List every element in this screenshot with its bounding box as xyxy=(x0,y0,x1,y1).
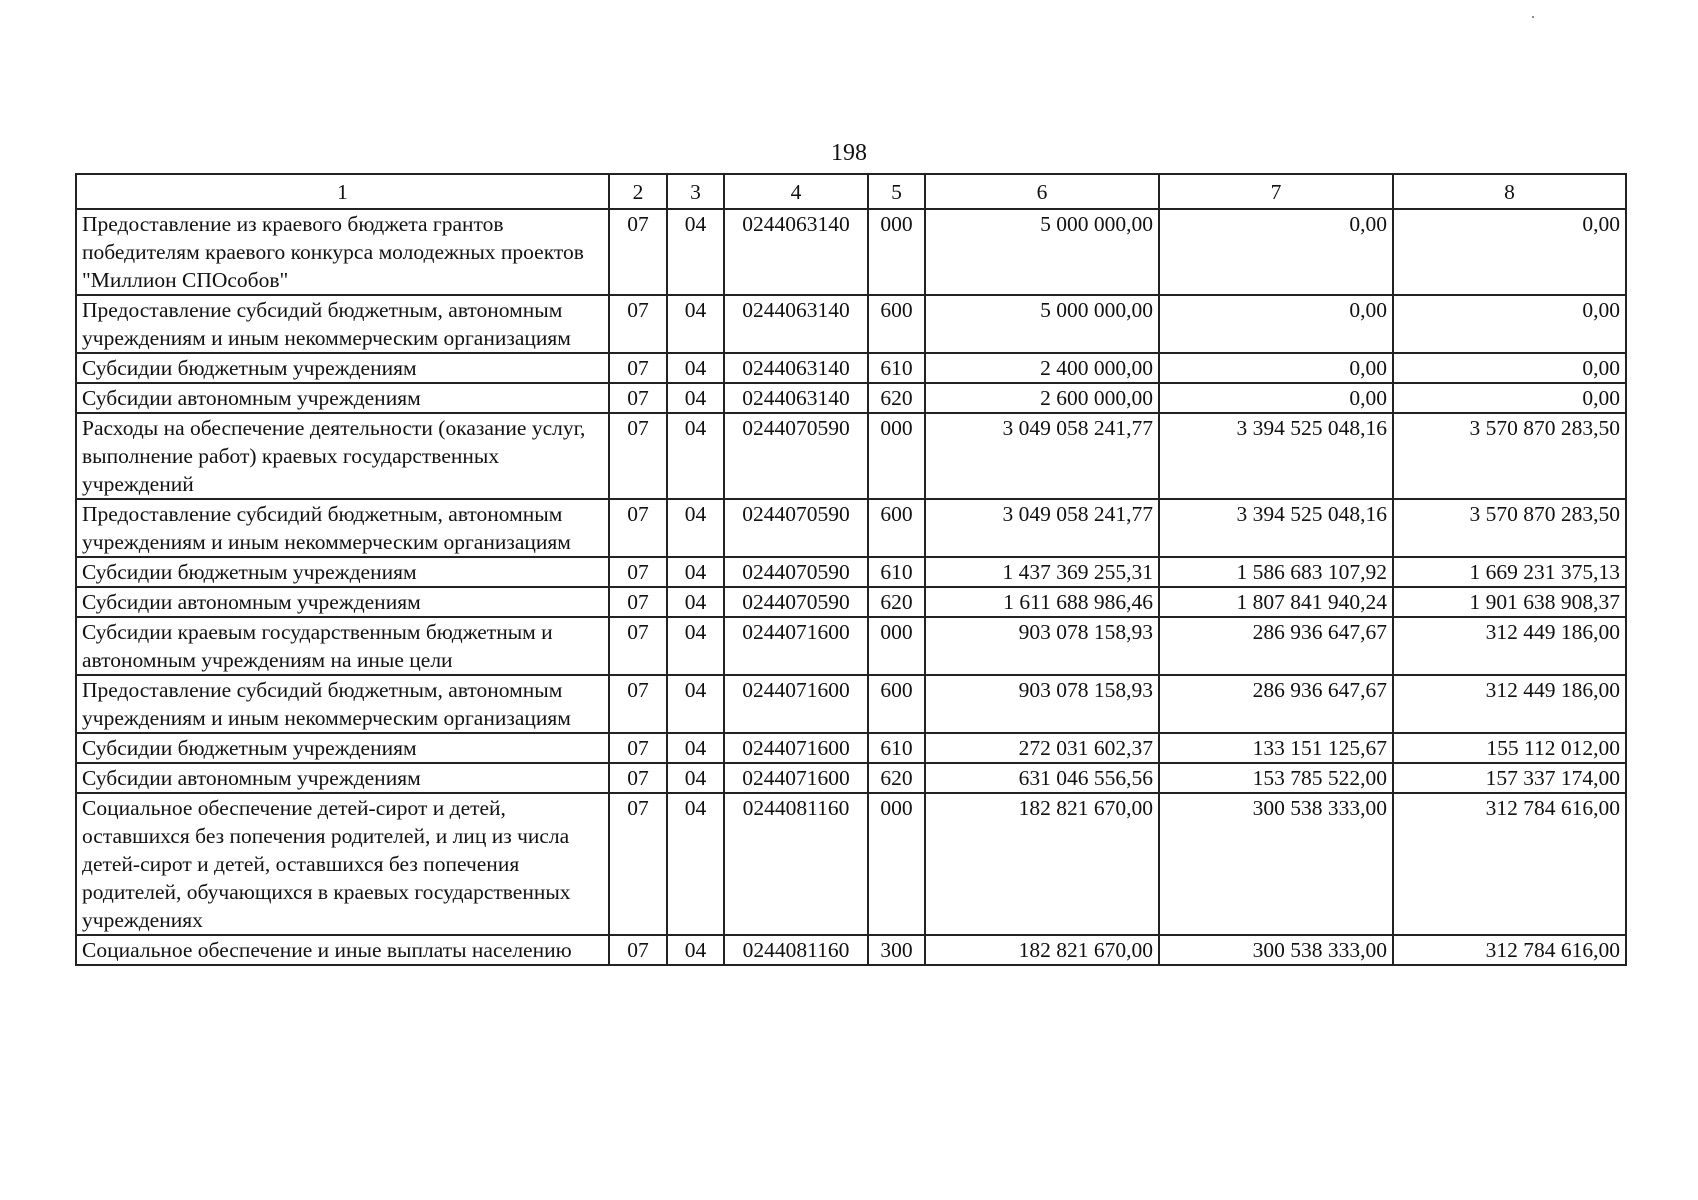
amount-col-6: 903 078 158,93 xyxy=(925,675,1159,733)
target-article-code: 0244063140 xyxy=(724,295,868,353)
amount-col-8: 312 449 186,00 xyxy=(1393,675,1626,733)
table-row xyxy=(76,499,1626,557)
table-row xyxy=(76,353,1626,383)
section-code: 07 xyxy=(609,295,667,353)
scan-speck xyxy=(1532,16,1534,18)
section-code: 07 xyxy=(609,675,667,733)
amount-col-7: 0,00 xyxy=(1159,383,1393,413)
expense-type-code: 600 xyxy=(868,675,925,733)
amount-col-8: 312 784 616,00 xyxy=(1393,935,1626,965)
row-description: Субсидии автономным учреждениям xyxy=(76,763,609,793)
section-code: 07 xyxy=(609,793,667,935)
amount-col-6: 1 437 369 255,31 xyxy=(925,557,1159,587)
target-article-code: 0244071600 xyxy=(724,617,868,675)
expense-type-code: 000 xyxy=(868,793,925,935)
amount-col-6: 3 049 058 241,77 xyxy=(925,413,1159,499)
section-code: 07 xyxy=(609,935,667,965)
amount-col-7: 0,00 xyxy=(1159,209,1393,295)
amount-col-8: 3 570 870 283,50 xyxy=(1393,499,1626,557)
table-row xyxy=(76,617,1626,675)
subsection-code: 04 xyxy=(667,295,724,353)
column-header: 8 xyxy=(1393,174,1626,209)
target-article-code: 0244063140 xyxy=(724,383,868,413)
target-article-code: 0244070590 xyxy=(724,413,868,499)
section-code: 07 xyxy=(609,557,667,587)
table-body xyxy=(76,209,1626,965)
amount-col-7: 153 785 522,00 xyxy=(1159,763,1393,793)
amount-col-8: 3 570 870 283,50 xyxy=(1393,413,1626,499)
table-row xyxy=(76,935,1626,965)
target-article-code: 0244063140 xyxy=(724,209,868,295)
amount-col-8: 312 784 616,00 xyxy=(1393,793,1626,935)
subsection-code: 04 xyxy=(667,733,724,763)
amount-col-6: 5 000 000,00 xyxy=(925,209,1159,295)
expense-type-code: 610 xyxy=(868,733,925,763)
section-code: 07 xyxy=(609,499,667,557)
target-article-code: 0244070590 xyxy=(724,499,868,557)
target-article-code: 0244070590 xyxy=(724,557,868,587)
target-article-code: 0244070590 xyxy=(724,587,868,617)
column-number-row xyxy=(76,174,1626,209)
target-article-code: 0244081160 xyxy=(724,935,868,965)
amount-col-6: 1 611 688 986,46 xyxy=(925,587,1159,617)
column-header: 2 xyxy=(609,174,667,209)
section-code: 07 xyxy=(609,209,667,295)
expense-type-code: 610 xyxy=(868,353,925,383)
subsection-code: 04 xyxy=(667,557,724,587)
amount-col-6: 903 078 158,93 xyxy=(925,617,1159,675)
target-article-code: 0244071600 xyxy=(724,763,868,793)
expense-type-code: 000 xyxy=(868,209,925,295)
expense-type-code: 300 xyxy=(868,935,925,965)
table-row xyxy=(76,209,1626,295)
amount-col-7: 3 394 525 048,16 xyxy=(1159,499,1393,557)
table-row xyxy=(76,793,1626,935)
target-article-code: 0244063140 xyxy=(724,353,868,383)
section-code: 07 xyxy=(609,617,667,675)
row-description: Субсидии автономным учреждениям xyxy=(76,587,609,617)
amount-col-6: 2 400 000,00 xyxy=(925,353,1159,383)
page-number: 198 xyxy=(831,140,867,166)
amount-col-8: 157 337 174,00 xyxy=(1393,763,1626,793)
amount-col-8: 0,00 xyxy=(1393,353,1626,383)
amount-col-7: 3 394 525 048,16 xyxy=(1159,413,1393,499)
amount-col-7: 133 151 125,67 xyxy=(1159,733,1393,763)
section-code: 07 xyxy=(609,763,667,793)
subsection-code: 04 xyxy=(667,617,724,675)
amount-col-8: 312 449 186,00 xyxy=(1393,617,1626,675)
subsection-code: 04 xyxy=(667,587,724,617)
table-row xyxy=(76,675,1626,733)
table-row xyxy=(76,587,1626,617)
amount-col-6: 182 821 670,00 xyxy=(925,793,1159,935)
amount-col-7: 300 538 333,00 xyxy=(1159,935,1393,965)
amount-col-8: 0,00 xyxy=(1393,209,1626,295)
amount-col-6: 272 031 602,37 xyxy=(925,733,1159,763)
amount-col-8: 0,00 xyxy=(1393,383,1626,413)
subsection-code: 04 xyxy=(667,413,724,499)
expense-type-code: 000 xyxy=(868,413,925,499)
column-header: 6 xyxy=(925,174,1159,209)
budget-table xyxy=(75,173,1627,966)
row-description: Субсидии краевым государственным бюджетным и автономным учреждениям на иные цели xyxy=(76,617,609,675)
amount-col-7: 0,00 xyxy=(1159,353,1393,383)
target-article-code: 0244071600 xyxy=(724,675,868,733)
section-code: 07 xyxy=(609,413,667,499)
target-article-code: 0244081160 xyxy=(724,793,868,935)
row-description: Субсидии бюджетным учреждениям xyxy=(76,353,609,383)
amount-col-8: 1 669 231 375,13 xyxy=(1393,557,1626,587)
column-header: 4 xyxy=(724,174,868,209)
column-header: 3 xyxy=(667,174,724,209)
amount-col-7: 300 538 333,00 xyxy=(1159,793,1393,935)
row-description: Субсидии бюджетным учреждениям xyxy=(76,733,609,763)
amount-col-8: 1 901 638 908,37 xyxy=(1393,587,1626,617)
amount-col-7: 0,00 xyxy=(1159,295,1393,353)
row-description: Субсидии бюджетным учреждениям xyxy=(76,557,609,587)
section-code: 07 xyxy=(609,587,667,617)
row-description: Социальное обеспечение детей-сирот и детей, оставшихся без попечения родителей, и лиц из числа детей-сирот и детей, оставшихся без попечения родителей, обучающихся в краевых государственных учреждениях xyxy=(76,793,609,935)
subsection-code: 04 xyxy=(667,763,724,793)
amount-col-8: 155 112 012,00 xyxy=(1393,733,1626,763)
table-row xyxy=(76,763,1626,793)
target-article-code: 0244071600 xyxy=(724,733,868,763)
amount-col-6: 182 821 670,00 xyxy=(925,935,1159,965)
column-header: 1 xyxy=(76,174,609,209)
expense-type-code: 620 xyxy=(868,763,925,793)
subsection-code: 04 xyxy=(667,675,724,733)
amount-col-6: 631 046 556,56 xyxy=(925,763,1159,793)
amount-col-7: 286 936 647,67 xyxy=(1159,675,1393,733)
table-row xyxy=(76,557,1626,587)
amount-col-7: 1 807 841 940,24 xyxy=(1159,587,1393,617)
expense-type-code: 610 xyxy=(868,557,925,587)
row-description: Предоставление субсидий бюджетным, автономным учреждениям и иным некоммерческим организациям xyxy=(76,295,609,353)
subsection-code: 04 xyxy=(667,935,724,965)
expense-type-code: 600 xyxy=(868,295,925,353)
table-row xyxy=(76,295,1626,353)
row-description: Социальное обеспечение и иные выплаты населению xyxy=(76,935,609,965)
column-header: 5 xyxy=(868,174,925,209)
subsection-code: 04 xyxy=(667,209,724,295)
amount-col-8: 0,00 xyxy=(1393,295,1626,353)
row-description: Предоставление из краевого бюджета грантов победителям краевого конкурса молодежных проектов "Миллион СПОсобов" xyxy=(76,209,609,295)
amount-col-6: 5 000 000,00 xyxy=(925,295,1159,353)
section-code: 07 xyxy=(609,353,667,383)
expense-type-code: 600 xyxy=(868,499,925,557)
amount-col-6: 3 049 058 241,77 xyxy=(925,499,1159,557)
subsection-code: 04 xyxy=(667,793,724,935)
table-row xyxy=(76,413,1626,499)
subsection-code: 04 xyxy=(667,499,724,557)
section-code: 07 xyxy=(609,733,667,763)
row-description: Расходы на обеспечение деятельности (оказание услуг, выполнение работ) краевых государственных учреждений xyxy=(76,413,609,499)
column-header: 7 xyxy=(1159,174,1393,209)
table-row xyxy=(76,383,1626,413)
row-description: Предоставление субсидий бюджетным, автономным учреждениям и иным некоммерческим организациям xyxy=(76,675,609,733)
amount-col-6: 2 600 000,00 xyxy=(925,383,1159,413)
expense-type-code: 620 xyxy=(868,383,925,413)
subsection-code: 04 xyxy=(667,383,724,413)
row-description: Субсидии автономным учреждениям xyxy=(76,383,609,413)
expense-type-code: 000 xyxy=(868,617,925,675)
row-description: Предоставление субсидий бюджетным, автономным учреждениям и иным некоммерческим организациям xyxy=(76,499,609,557)
section-code: 07 xyxy=(609,383,667,413)
table-row xyxy=(76,733,1626,763)
expense-type-code: 620 xyxy=(868,587,925,617)
subsection-code: 04 xyxy=(667,353,724,383)
amount-col-7: 286 936 647,67 xyxy=(1159,617,1393,675)
amount-col-7: 1 586 683 107,92 xyxy=(1159,557,1393,587)
